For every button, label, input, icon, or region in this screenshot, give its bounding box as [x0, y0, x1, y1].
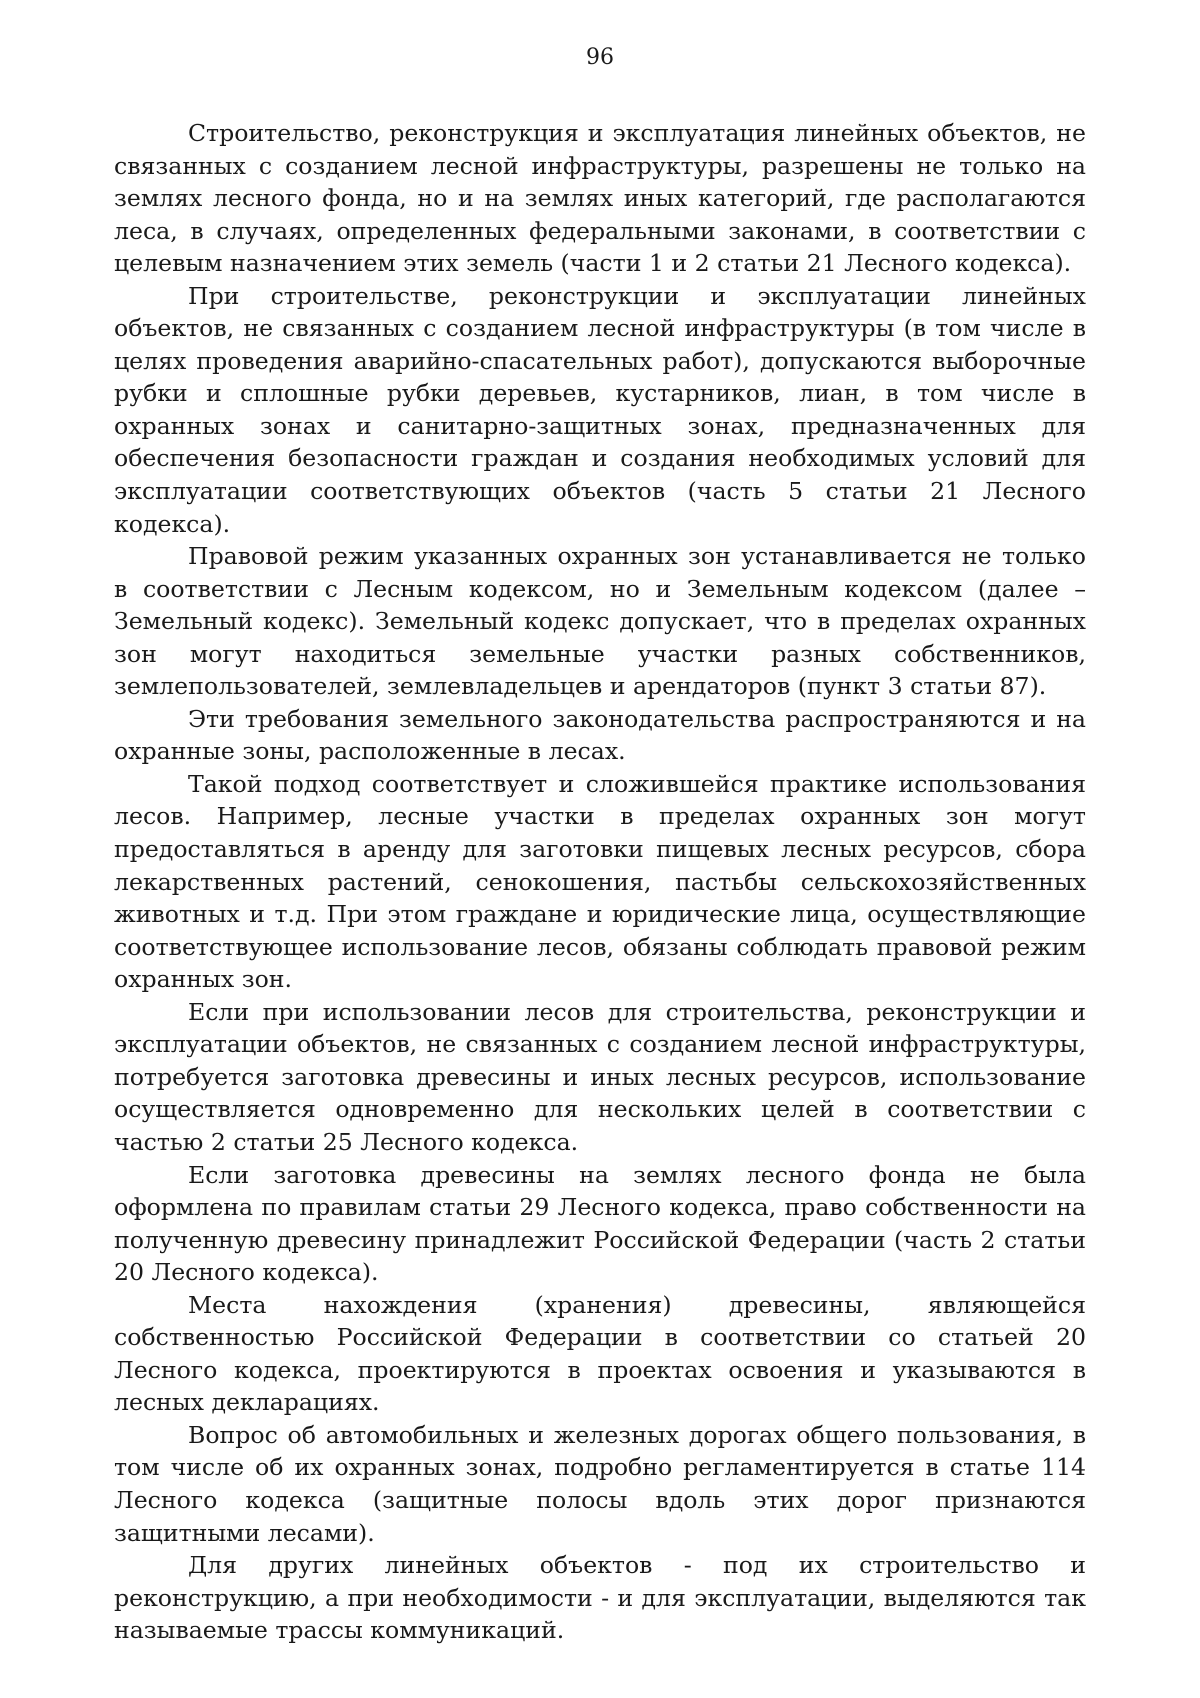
- paragraph: Такой подход соответствует и сложившейся практике использования лесов. Например, лесные участки в пределах охранных зон могут предоставляться в аренду для заготовки пищевых лесных ресурсов, сбора лекарственных растений, сенокошения, пастьбы сельскохозяйственных животных и т.д. При этом граждане и юридические лица, осуществляющие соответствующее использование лесов, обязаны соблюдать правовой режим охранных зон.: [114, 769, 1086, 994]
- paragraph: Правовой режим указанных охранных зон устанавливается не только в соответствии с Лесным кодексом, но и Земельным кодексом (далее – Земельный кодекс). Земельный кодекс допускает, что в пределах охранных зон могут находиться земельные участки разных собственников, землепользователей, землевладельцев и арендаторов (пункт 3 статьи 87).: [114, 542, 1086, 701]
- page-number: 96: [586, 45, 614, 70]
- paragraph: Строительство, реконструкция и эксплуатация линейных объектов, не связанных с созданием лесной инфраструктуры, разрешены не только на землях лесного фонда, но и на землях иных категорий, где располагаются леса, в случаях, определенных федеральными законами, в соответствии с целевым назначением этих земель (части 1 и 2 статьи 21 Лесного кодекса).: [114, 119, 1086, 278]
- paragraph: Вопрос об автомобильных и железных дорогах общего пользования, в том числе об их охранных зонах, подробно регламентируется в статье 114 Лесного кодекса (защитные полосы вдоль этих дорог признаются защитными лесами).: [114, 1420, 1086, 1547]
- paragraph: Для других линейных объектов - под их строительство и реконструкцию, а при необходимости - и для эксплуатации, выделяются так называемые трассы коммуникаций.: [114, 1551, 1086, 1645]
- paragraph: При строительстве, реконструкции и эксплуатации линейных объектов, не связанных с созданием лесной инфраструктуры (в том числе в целях проведения аварийно-спасательных работ), допускаются выборочные рубки и сплошные рубки деревьев, кустарников, лиан, в том числе в охранных зонах и санитарно-защитных зонах, предназначенных для обеспечения безопасности граждан и создания необходимых условий для эксплуатации соответствующих объектов (часть 5 статьи 21 Лесного кодекса).: [114, 281, 1086, 538]
- paragraph: Места нахождения (хранения) древесины, являющейся собственностью Российской Федерации в соответствии со статьей 20 Лесного кодекса, проектируются в проектах освоения и указываются в лесных декларациях.: [114, 1290, 1086, 1417]
- paragraph: Если при использовании лесов для строительства, реконструкции и эксплуатации объектов, не связанных с созданием лесной инфраструктуры, потребуется заготовка древесины и иных лесных ресурсов, использование осуществляется одновременно для нескольких целей в соответствии с частью 2 статьи 25 Лесного кодекса.: [114, 997, 1086, 1156]
- paragraph: Эти требования земельного законодательства распространяются и на охранные зоны, расположенные в лесах.: [114, 704, 1086, 766]
- paragraph: Если заготовка древесины на землях лесного фонда не была оформлена по правилам статьи 29 Лесного кодекса, право собственности на полученную древесину принадлежит Российской Федерации (часть 2 статьи 20 Лесного кодекса).: [114, 1160, 1086, 1287]
- text-body: [114, 117, 1086, 1647]
